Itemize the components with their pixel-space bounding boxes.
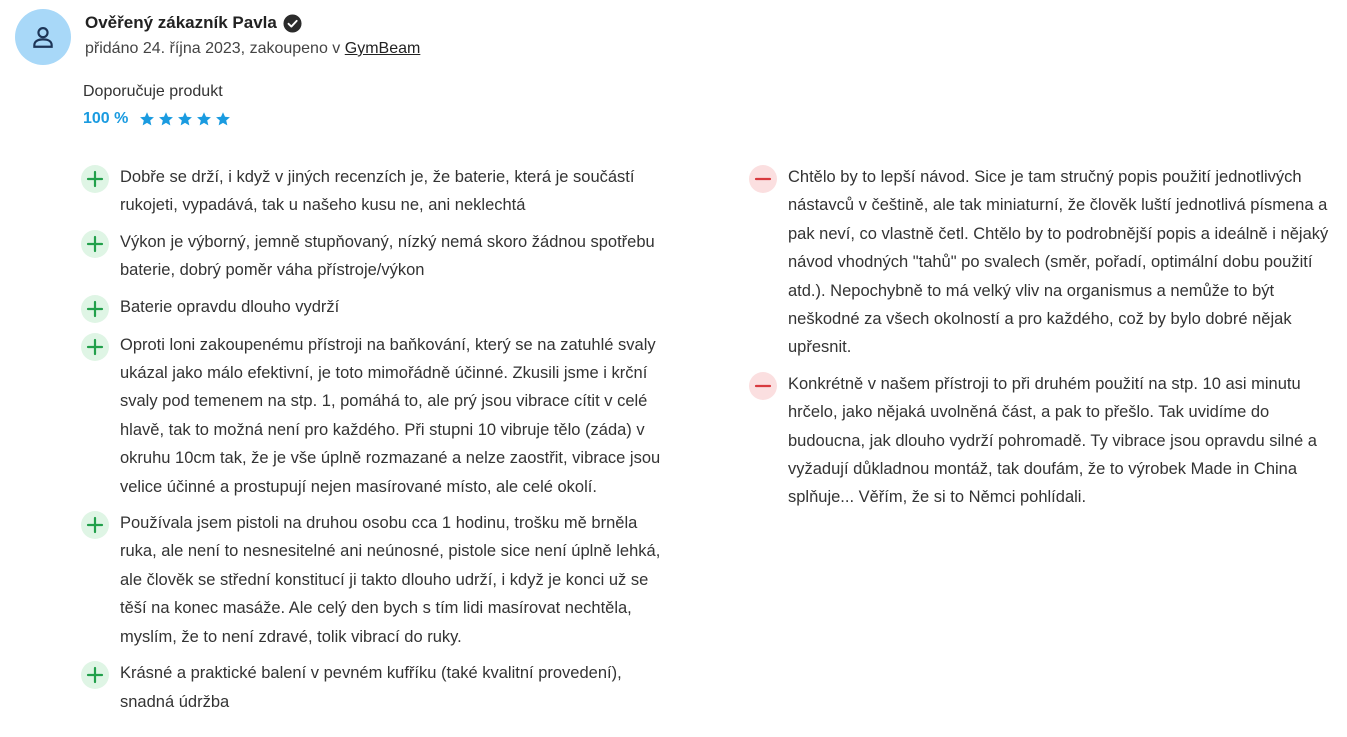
author-name-row [85, 13, 302, 33]
store-link[interactable]: GymBeam [344, 40, 421, 57]
pro-text: Dobře se drží, i když v jiných recenzích je, že baterie, která je součástí rukojeti, vypadává, tak u našeho kusu ne, ani neklechtá [120, 168, 635, 215]
avatar [15, 9, 71, 65]
con-item [749, 370, 1329, 512]
pro-text: Krásné a praktické balení v pevném kufříku (také kvalitní provedení), snadná údržba [120, 664, 622, 711]
star-icon [215, 111, 231, 127]
minus-icon [749, 165, 777, 193]
pros-list [81, 163, 671, 724]
author-name: Ověřený zákazník Pavla [85, 13, 277, 32]
user-icon [30, 24, 56, 50]
minus-icon [749, 372, 777, 400]
review-date: přidáno 24. října 2023, zakoupeno v [85, 40, 345, 57]
plus-icon [81, 230, 109, 258]
plus-icon [81, 165, 109, 193]
pro-text: Baterie opravdu dlouho vydrží [120, 297, 340, 316]
pro-item [81, 163, 671, 220]
cons-list [749, 163, 1329, 520]
star-rating [139, 111, 231, 127]
star-icon [177, 111, 193, 127]
review-meta [85, 40, 420, 58]
verified-check-icon [283, 14, 302, 33]
recommend-label: Doporučuje produkt [83, 83, 223, 100]
pro-item [81, 293, 671, 323]
plus-icon [81, 333, 109, 361]
star-icon [139, 111, 155, 127]
pro-text: Oproti loni zakoupenému přístroji na baňkování, který se na zatuhlé svaly ukázal jako málo efektivní, je toto mimořádně účinné. Zkusili jsme i krční svaly pod temenem na stp. 1, pomáhá to, ale prý jsou vibrace cítit v celé hlavě, tak to možná není pro každého. Při stupni 10 vibruje tělo (záda) v okruhu 10cm tak, že je vše úplně rozmazané a nelze zaostřit, vibrace jsou velice účinné a prostupují nejen masírované místo, ale celé okolí. [120, 335, 661, 496]
pro-item [81, 509, 671, 651]
con-text: Konkrétně v našem přístroji to při druhém použití na stp. 10 asi minutu hrčelo, jako nějaká uvolněná část, a pak to přešlo. Tak uvidíme do budoucna, jak dlouho vydrží pohromadě. Ty vibrace jsou opravdu silné a vyžadují důkladnou montáž, tak doufám, že to výrobek Made in China splňuje... Věřím, že si to Němci pohlídali. [788, 374, 1317, 507]
pro-item [81, 659, 671, 716]
star-icon [158, 111, 174, 127]
plus-icon [81, 661, 109, 689]
pro-text: Používala jsem pistoli na druhou osobu cca 1 hodinu, trošku mě brněla ruka, ale není to nesnesitelné ani neúnosné, pistole sice není úplně lehká, ale člověk se střední konstitucí ji takto dlouho udrží, i když je konci už se těší na konec masáže. Ale celý den bych s tím lidi masírovat nechtěla, myslím, že to není zdravé, tolik vibrací do ruky. [120, 514, 661, 646]
pro-text: Výkon je výborný, jemně stupňovaný, nízký nemá skoro žádnou spotřebu baterie, dobrý poměr váha přístroje/výkon [120, 232, 655, 280]
pro-item [81, 331, 671, 501]
rating-percent: 100 % [83, 110, 129, 127]
plus-icon [81, 295, 109, 323]
con-item [749, 163, 1329, 362]
rating [83, 110, 231, 128]
plus-icon [81, 511, 109, 539]
pro-item [81, 228, 671, 285]
star-icon [196, 111, 212, 127]
con-text: Chtělo by to lepší návod. Sice je tam stručný popis použití jednotlivých nástavců v češtině, ale tak miniaturní, že člověk luští jednotlivá písmena a pak neví, co vlastně četl. Chtělo by to podrobnější popis a ideálně i nějaký návod vhodných "tahů" po svalech (směr, pořadí, optimální dobu použití atd.). Nepochybně to má velký vliv na organismus a nemůže to být neškodné za všech okolností a pro každého, což by bylo dobré nějak upřesnit. [788, 168, 1329, 357]
